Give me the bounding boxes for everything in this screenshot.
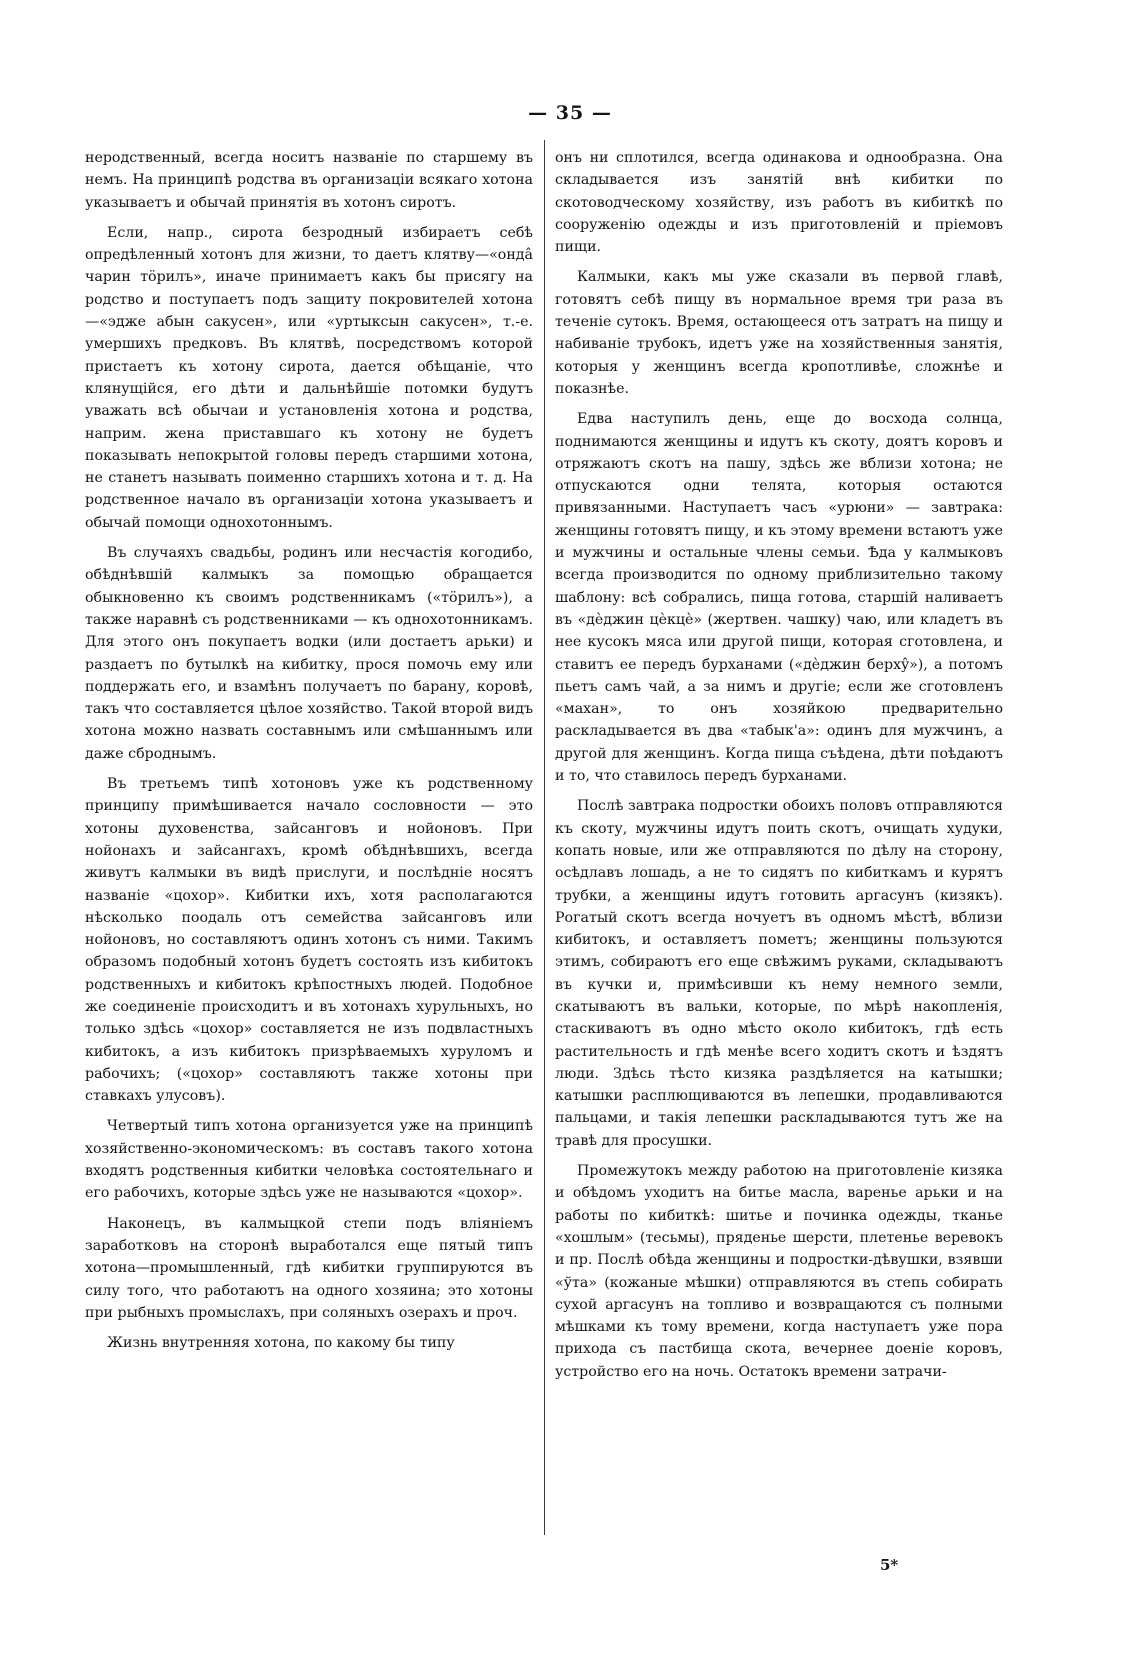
signature-mark: 5* — [880, 1556, 899, 1574]
paragraph: онъ ни сплотился, всегда одинакова и однообразна. Она складывается изъ занятій внѣ кибитки по скотоводческому хозяйству, изъ работъ въ кибиткѣ по сооруженію одежды и изъ приготовленій и пріемовъ пищи. — [555, 150, 1003, 256]
paragraph: Жизнь внутренняя хотона, по какому бы типу — [107, 1335, 455, 1352]
paragraph: Калмыки, какъ мы уже сказали въ первой главѣ, готовятъ себѣ пищу въ нормальное время три раза въ теченіе сутокъ. Время, остающееся отъ затратъ на пищу и набиваніе трубокъ, идетъ уже на хозяйственныя занятія, которыя у женщинъ всегда кропотливѣе, сложнѣе и показнѣе. — [555, 269, 1003, 397]
paragraph: Наконецъ, въ калмыцкой степи подъ вліяніемъ заработковъ на сторонѣ выработался еще пятый типъ хотона—промышленный, гдѣ кибитки группируются въ силу того, что работаютъ на одного хозяина; это хотоны при рыбныхъ промыслахъ, при соляныхъ озерахъ и проч. — [85, 1215, 533, 1321]
paragraph: Четвертый типъ хотона организуется уже на принципѣ хозяйственно-экономическомъ: въ составъ такого хотона входятъ родственныя кибитки человѣка состоятельнаго и его рабочихъ, которые здѣсь уже не называются «цохор». — [85, 1118, 533, 1202]
column-divider — [544, 140, 545, 1535]
page-number: — 35 — — [528, 102, 612, 124]
paragraph: Промежутокъ между работою на приготовленіе кизяка и обѣдомъ уходитъ на битье масла, варенье арьки и на работы по кибиткѣ: шитье и починка одежды, тканье «хошлым» (тесьмы), пряденье шерсти, плетенье веревокъ и пр. Послѣ обѣда женщины и подростки-дѣвушки, взявши «ўта» (кожаные мѣшки) отправляются въ степь собирать сухой аргасунъ на топливо и возвращаются съ полными мѣшками къ тому времени, когда наступаетъ уже пора прихода съ пастбища скота, вечернее доеніе коровъ, устройство его на ночь. Остатокъ времени затрачи- — [555, 1163, 1003, 1380]
paragraph: Если, напр., сирота безродный избираетъ себѣ опредѣленный хотонъ для жизни, то даетъ клятву—«ондâ чарин тöрилъ», иначе принимаетъ какъ бы присягу на родство и поступаетъ подъ защиту покровителей хотона—«эдже абын сакусен», или «уртыксын сакусен», т.-е. умершихъ предковъ. Въ клятвѣ, посредствомъ которой пристаетъ къ хотону сирота, дается обѣщаніе, что клянущійся, его дѣти и дальнѣйшіе потомки будутъ уважать всѣ обычаи и установленія хотона и родства, наприм. жена приставшаго къ хотону не будетъ показывать непокрытой головы передъ старшими хотона, не станетъ называть поименно старшихъ хотона и т. д. На родственное начало въ организаціи хотона указываетъ и обычай помощи однохотоннымъ. — [85, 224, 533, 531]
paragraph: Послѣ завтрака подростки обоихъ половъ отправляются къ скоту, мужчины идутъ поить скотъ, очищать худуки, копать новые, или же отправляются по дѣлу на сторону, осѣдлавъ лошадь, а не то сидятъ по кибиткамъ и курятъ трубки, а женщины идутъ готовить аргасунъ (кизякъ). Рогатый скотъ всегда ночуетъ въ одномъ мѣстѣ, вблизи кибитокъ, и оставляетъ пометъ; женщины пользуются этимъ, собираютъ его еще свѣжимъ руками, складываютъ въ кучки и, примѣсивши къ нему немного земли, скатываютъ въ вальки, которые, по мѣрѣ накопленія, стаскиваютъ въ одно мѣсто около кибитокъ, гдѣ есть растительность и гдѣ менѣе всего ходитъ скотъ и ѣздятъ люди. Здѣсь тѣсто кизяка раздѣляется на катышки; катышки расплющиваются въ лепешки, продавливаются пальцами, и такія лепешки раскладываются тутъ же на травѣ для просушки. — [555, 798, 1003, 1149]
paragraph: Едва наступилъ день, еще до восхода солнца, поднимаются женщины и идутъ къ скоту, доятъ коровъ и отряжаютъ скотъ на пашу, здѣсь же вблизи хотона; не отпускаются одни телята, которыя остаются привязанными. Наступаетъ часъ «урюни» — завтрака: женщины готовятъ пищу, и къ этому времени встаютъ уже и мужчины и остальные члены семьи. Ѣда у калмыковъ всегда производится по одному приблизительно такому шаблону: всѣ собрались, пища готова, старшій наливаетъ въ «дѐджин цѐкцѐ» (жертвен. чашку) чаю, или кладетъ въ нее кусокъ мяса или другой пищи, которая сготовлена, и ставитъ ее передъ бурханами («дѐджин берхŷ»), а потомъ пьетъ самъ чай, а за нимъ и другіе; если же сготовленъ «махан», то онъ хозяйкою предварительно раскладывается въ два «табык'а»: одинъ для мужчинъ, а другой для женщинъ. Когда пища съѣдена, дѣти поѣдаютъ и то, что ставилось передъ бурханами. — [555, 411, 1003, 785]
right-column — [555, 147, 1003, 1391]
paragraph: Въ случаяхъ свадьбы, родинъ или несчастія когодибо, обѣднѣвшій калмыкъ за помощью обращается обыкновенно къ своимъ родственникамъ («тöрилъ»), а также наравнѣ съ родственниками — къ однохотонникамъ. Для этого онъ покупаетъ водки (или достаетъ арьки) и раздаетъ по бутылкѣ на кибитку, прося помочь ему или поддержать его, и взамѣнъ получаетъ по барану, коровѣ, такъ что составляется цѣлое хозяйство. Такой второй видъ хотона можно назвать составнымъ или смѣшаннымъ или даже сброднымъ. — [85, 545, 533, 762]
paragraph: Въ третьемъ типѣ хотоновъ уже къ родственному принципу примѣшивается начало сословности — это хотоны духовенства, зайсанговъ и нойоновъ. При нойонахъ и зайсангахъ, кромѣ обѣднѣвшихъ, всегда живутъ калмыки въ видѣ прислуги, и послѣдніе носятъ названіе «цохор». Кибитки ихъ, хотя располагаются нѣсколько поодаль отъ семейства зайсанговъ или нойоновъ, но составляютъ одинъ хотонъ съ ними. Такимъ образомъ подобный хотонъ будетъ состоять изъ кибитокъ родственныхъ и кибитокъ крѣпостныхъ людей. Подобное же соединеніе происходитъ и въ хотонахъ хурульныхъ, но только здѣсь «цохор» составляется не изъ подвластныхъ кибитокъ, а изъ кибитокъ призрѣваемыхъ хуруломъ и рабочихъ; («цохор» составляютъ также хотоны при ставкахъ улусовъ). — [85, 776, 533, 1105]
left-column — [85, 147, 533, 1362]
paragraph: неродственный, всегда носитъ названіе по старшему въ немъ. На принципѣ родства въ организаціи всякаго хотона указываетъ и обычай принятія въ хотонъ сиротъ. — [85, 150, 533, 211]
